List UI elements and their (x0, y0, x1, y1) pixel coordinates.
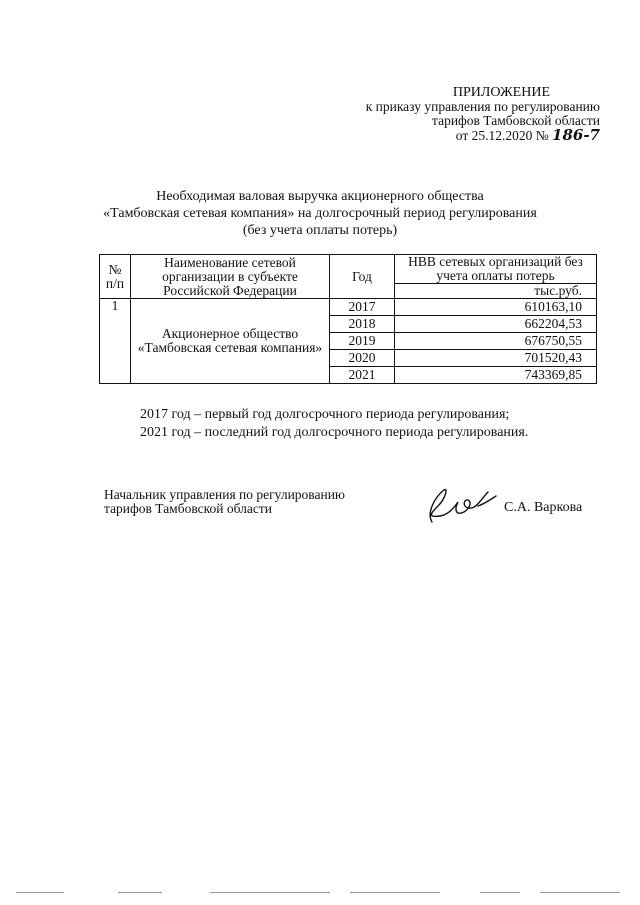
year-cell: 2018 (330, 316, 395, 333)
revenue-table (99, 254, 597, 384)
position-line-2: тарифов Тамбовской области (104, 501, 272, 516)
notes-block (140, 406, 600, 442)
footer-divider (350, 892, 440, 893)
year-cell: 2017 (330, 299, 395, 316)
position-line-1: Начальник управления по регулированию (104, 487, 346, 502)
note-first-year: 2017 год – первый год долгосрочного периода регулирования; (140, 407, 510, 422)
appendix-order-line: к приказу управления по регулированию (365, 99, 600, 114)
heading-line-2: «Тамбовская сетевая компания» на долгосрочный период регулирования (103, 206, 537, 221)
header-unit: тыс.руб. (395, 284, 597, 299)
value-cell: 610163,10 (395, 299, 597, 316)
signatory-position (104, 488, 394, 516)
org-name-cell: Акционерное общество «Тамбовская сетевая компания» (131, 299, 330, 384)
appendix-authority-line: тарифов Тамбовской области (432, 113, 600, 128)
header-index: № п/п (100, 255, 131, 299)
handwritten-signature-icon (418, 482, 498, 526)
value-cell: 701520,43 (395, 350, 597, 367)
appendix-date: от 25.12.2020 № (455, 128, 549, 143)
note-last-year: 2021 год – последний год долгосрочного периода регулирования. (140, 425, 529, 440)
document-heading (100, 188, 540, 239)
footer-divider (540, 892, 620, 893)
heading-line-1: Необходимая валовая выручка акционерного общества (156, 189, 484, 204)
footer-divider (16, 892, 64, 893)
value-cell: 676750,55 (395, 333, 597, 350)
value-cell: 662204,53 (395, 316, 597, 333)
header-value: НВВ сетевых организаций без учета оплаты потерь (395, 255, 597, 284)
value-cell: 743369,85 (395, 367, 597, 384)
footer-divider (210, 892, 330, 893)
footer-divider (118, 892, 162, 893)
appendix-number: 186-7 (552, 126, 600, 144)
row-index: 1 (100, 299, 131, 384)
table-row (100, 299, 597, 316)
signatory-name: С.А. Варкова (504, 500, 583, 515)
year-cell: 2019 (330, 333, 395, 350)
heading-line-3: (без учета оплаты потерь) (242, 223, 398, 238)
header-org-name: Наименование сетевой организации в субъекте Российской Федерации (131, 255, 330, 299)
footer-divider (480, 892, 520, 893)
appendix-block (300, 86, 600, 143)
appendix-title: ПРИЛОЖЕНИЕ (452, 85, 550, 100)
appendix-date-line (300, 128, 600, 143)
year-cell: 2021 (330, 367, 395, 384)
year-cell: 2020 (330, 350, 395, 367)
header-year: Год (330, 255, 395, 299)
